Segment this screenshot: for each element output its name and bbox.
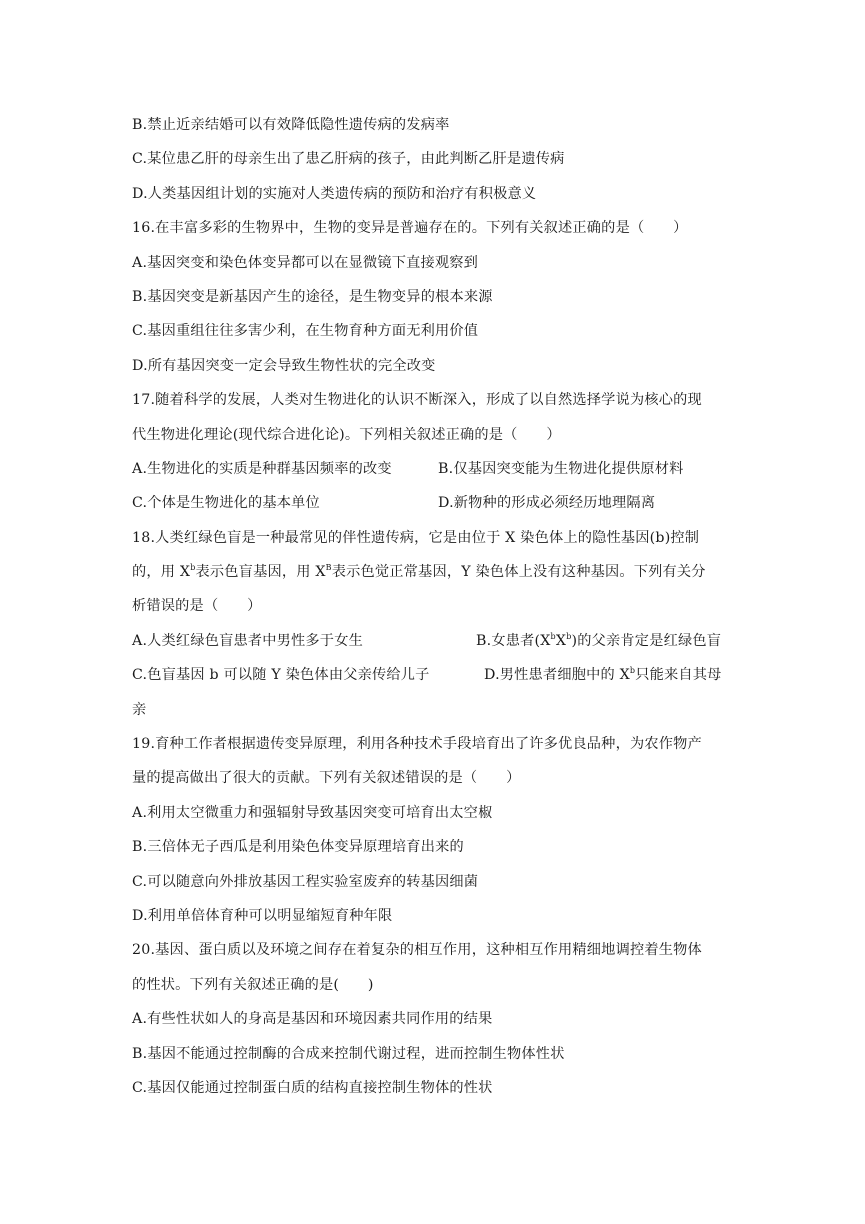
q17-option-b: B.仅基因突变能为生物进化提供原材料 (438, 460, 684, 477)
q18-stem-line2-part3: 表示色觉正常基因，Y 染色体上没有这种基因。下列有关分 (331, 564, 706, 581)
q17-option-c: C.个体是生物进化的基本单位 (132, 495, 320, 512)
q16-option-d: D.所有基因突变一定会导致生物性状的完全改变 (132, 357, 436, 374)
q17-options-row2 (132, 486, 742, 520)
q18-option-d-part2: 只能来自其母 (635, 667, 722, 684)
q20-stem-line1: 20.基因、蛋白质以及环境之间存在着复杂的相互作用，这种相互作用精细地调控着生物体 (132, 942, 702, 959)
q17-options-row1 (132, 452, 742, 486)
q18-option-b (476, 624, 721, 658)
q15-option-c: C.某位患乙肝的母亲生出了患乙肝病的孩子，由此判断乙肝是遗传病 (132, 151, 565, 168)
q20-stem-line2: 的性状。下列有关叙述正确的是( ) (132, 976, 374, 993)
q18-option-b-part2: X (555, 632, 567, 649)
question-content (132, 108, 742, 1105)
q20-option-b: B.基因不能通过控制酶的合成来控制代谢过程，进而控制生物体性状 (132, 1045, 565, 1062)
q19-option-b: B.三倍体无子西瓜是利用染色体变异原理培育出来的 (132, 839, 464, 856)
q18-options-row1 (132, 624, 742, 658)
q18-option-b-part1: B.女患者(X (476, 632, 551, 649)
q17-stem-line2: 代生物进化理论(现代综合进化论)。下列相关叙述正确的是（ ） (132, 426, 561, 443)
q15-option-b: B.禁止近亲结婚可以有效降低隐性遗传病的发病率 (132, 117, 450, 133)
q18-option-b-sup1: b (550, 631, 556, 641)
q18-stem-line1: 18.人类红绿色盲是一种最常见的伴性遗传病，它是由位于 X 染色体上的隐性基因(b)控制 (132, 529, 700, 546)
q18-option-c: C.色盲基因 b 可以随 Y 染色体由父亲传给儿子 (132, 667, 430, 684)
q15-option-d: D.人类基因组计划的实施对人类遗传病的预防和治疗有积极意义 (132, 185, 537, 202)
q18-option-d-wrap: 亲 (132, 701, 147, 718)
q19-option-d: D.利用单倍体育种可以明显缩短育种年限 (132, 907, 393, 924)
q16-stem: 16.在丰富多彩的生物界中，生物的变异是普遍存在的。下列有关叙述正确的是（ ） (132, 220, 688, 237)
q18-sup-B: B (325, 563, 332, 573)
q18-option-d-sup: b (629, 666, 636, 676)
q17-option-a: A.生物进化的实质是种群基因频率的改变 (132, 460, 392, 477)
q16-option-a: A.基因突变和染色体变异都可以在显微镜下直接观察到 (132, 254, 479, 271)
q19-option-a: A.利用太空微重力和强辐射导致基因突变可培育出太空椒 (132, 804, 493, 821)
q18-stem-line2 (132, 555, 742, 589)
q18-option-b-sup2: b (566, 631, 572, 641)
q18-options-row2 (132, 658, 742, 692)
q18-sup-b: b (190, 563, 196, 573)
q18-option-a: A.人类红绿色盲患者中男性多于女生 (132, 632, 363, 649)
q18-stem-line2-part1: 的，用 X (132, 564, 191, 581)
q18-option-d-part1: D.男性患者细胞中的 X (484, 667, 630, 684)
q18-stem-line2-part2: 表示色盲基因，用 X (195, 564, 326, 581)
q19-stem-line1: 19.育种工作者根据遗传变异原理，利用各种技术手段培育出了许多优良品种，为农作物产 (132, 736, 702, 753)
q16-option-c: C.基因重组往往多害少利，在生物育种方面无利用价值 (132, 323, 479, 340)
q20-option-a: A.有些性状如人的身高是基因和环境因素共同作用的结果 (132, 1011, 493, 1028)
q18-option-b-part3: )的父亲肯定是红绿色盲 (571, 632, 722, 649)
q20-option-c: C.基因仅能通过控制蛋白质的结构直接控制生物体的性状 (132, 1079, 493, 1096)
q16-option-b: B.基因突变是新基因产生的途径，是生物变异的根本来源 (132, 288, 493, 305)
q18-option-d (484, 658, 722, 692)
q19-stem-line2: 量的提高做出了很大的贡献。下列有关叙述错误的是（ ） (132, 770, 521, 787)
q19-option-c: C.可以随意向外排放基因工程实验室废弃的转基因细菌 (132, 873, 479, 890)
q18-stem-line3: 析错误的是（ ） (132, 598, 262, 615)
q17-option-d: D.新物种的形成必须经历地理隔离 (438, 495, 656, 512)
q17-stem-line1: 17.随着科学的发展，人类对生物进化的认识不断深入，形成了以自然选择学说为核心的现 (132, 392, 702, 409)
